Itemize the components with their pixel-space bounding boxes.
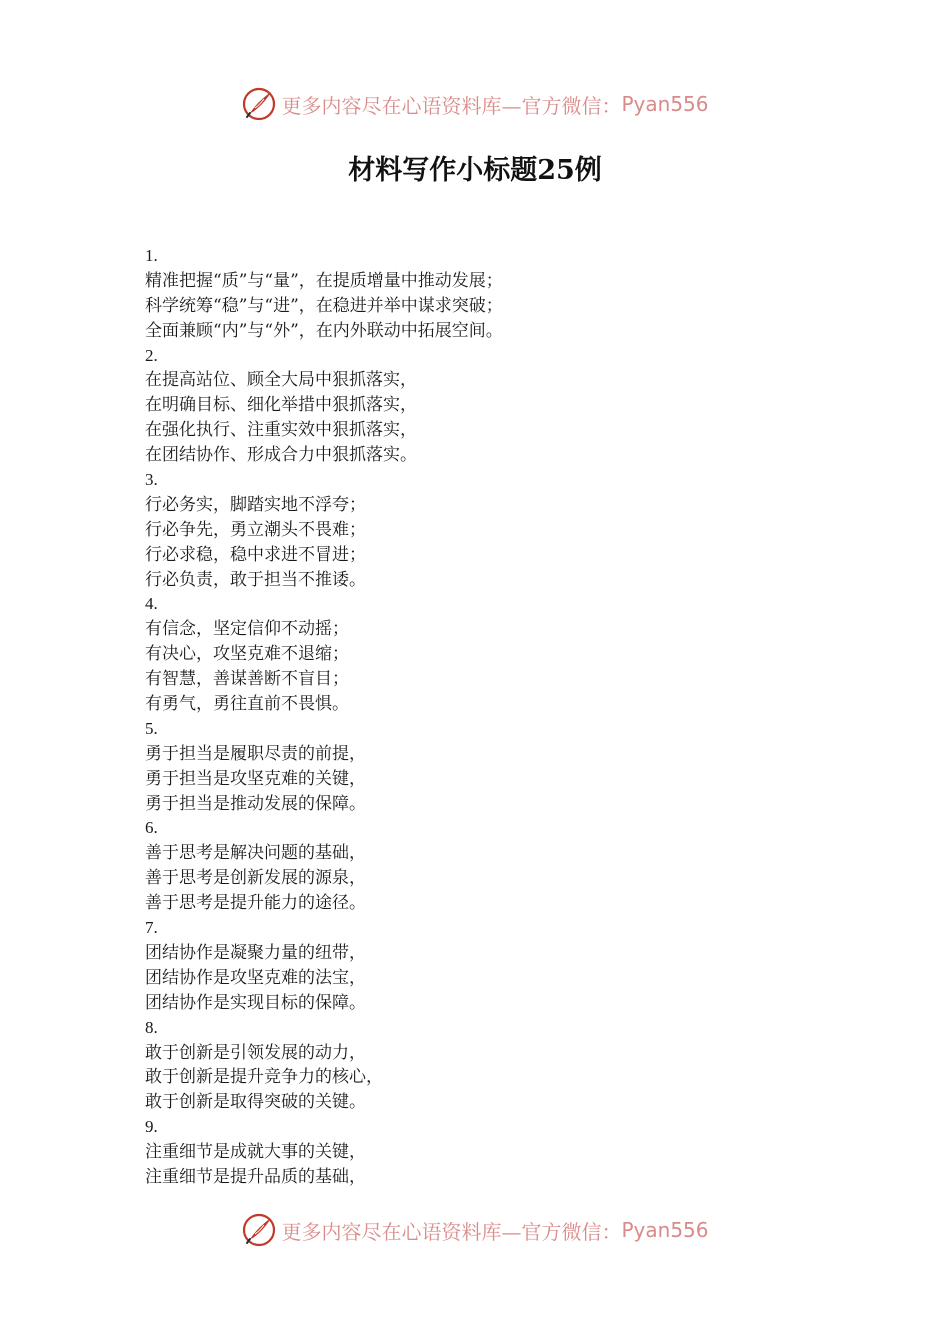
section-line: 团结协作是实现目标的保障。: [145, 992, 366, 1013]
section-line: 敢于创新是取得突破的关键。: [145, 1092, 366, 1113]
section-line: 有信念，坚定信仰不动摇；: [145, 619, 349, 640]
section-number: 4.: [145, 594, 158, 614]
section-line: 注重细节是成就大事的关键，: [145, 1142, 366, 1163]
section-number: 9.: [145, 1117, 158, 1137]
section-line: 勇于担当是攻坚克难的关键，: [145, 768, 366, 789]
section-line: 在强化执行、注重实效中狠抓落实，: [145, 420, 417, 441]
section-number: 5.: [145, 718, 158, 738]
section-line: 精准把握“质”与“量”，在提质增量中推动发展；: [145, 270, 503, 291]
section-line: 在团结协作、形成合力中狠抓落实。: [145, 445, 417, 466]
section-number: 3.: [145, 470, 158, 490]
section-line: 科学统筹“稳”与“进”，在稳进并举中谋求突破；: [145, 295, 503, 316]
section-line: 勇于担当是履职尽责的前提，: [145, 743, 366, 764]
banner-wechat-id: Pyan556: [621, 1218, 709, 1242]
section-line: 行必争先，勇立潮头不畏难；: [145, 519, 366, 540]
section-line: 行必求稳，稳中求进不冒进；: [145, 544, 366, 565]
section-line: 有决心，攻坚克难不退缩；: [145, 644, 349, 665]
section-line: 行必务实，脚踏实地不浮夸；: [145, 494, 366, 515]
banner-text: 更多内容尽在心语资料库—官方微信：: [281, 93, 622, 118]
section-line: 有智慧，善谋善断不盲目；: [145, 669, 349, 690]
banner-wechat-id: Pyan556: [621, 92, 709, 116]
section-line: 有勇气，勇往直前不畏惧。: [145, 694, 349, 715]
section-line: 善于思考是提升能力的途径。: [145, 893, 366, 914]
section-line: 勇于担当是推动发展的保障。: [145, 793, 366, 814]
quill-logo-icon: [241, 1212, 277, 1248]
section-number: 1.: [145, 246, 158, 265]
section-line: 全面兼顾“内”与“外”，在内外联动中拓展空间。: [145, 320, 503, 341]
section-line: 在提高站位、顾全大局中狠抓落实，: [145, 370, 417, 391]
section-line: 团结协作是凝聚力量的纽带，: [145, 942, 366, 963]
section-line: 敢于创新是引领发展的动力，: [145, 1042, 366, 1063]
section-line: 善于思考是解决问题的基础，: [145, 843, 366, 864]
section-line: 敢于创新是提升竞争力的核心，: [145, 1067, 383, 1088]
section-number: 8.: [145, 1017, 158, 1037]
document-body: [145, 244, 845, 1190]
section-line: 在明确目标、细化举措中狠抓落实，: [145, 395, 417, 416]
section-number: 7.: [145, 918, 158, 938]
header-banner: [0, 84, 950, 124]
banner-text: 更多内容尽在心语资料库—官方微信：: [281, 1219, 622, 1244]
section-line: 注重细节是提升品质的基础，: [145, 1166, 366, 1187]
section-line: 行必负责，敢于担当不推诿。: [145, 569, 366, 590]
section-line: 善于思考是创新发展的源泉，: [145, 868, 366, 889]
quill-logo-icon: [241, 86, 277, 122]
footer-banner: [0, 1210, 950, 1250]
section-number: 2.: [145, 345, 158, 365]
page-title: 材料写作小标题25例: [348, 155, 602, 186]
section-number: 6.: [145, 818, 158, 838]
section-line: 团结协作是攻坚克难的法宝，: [145, 967, 366, 988]
